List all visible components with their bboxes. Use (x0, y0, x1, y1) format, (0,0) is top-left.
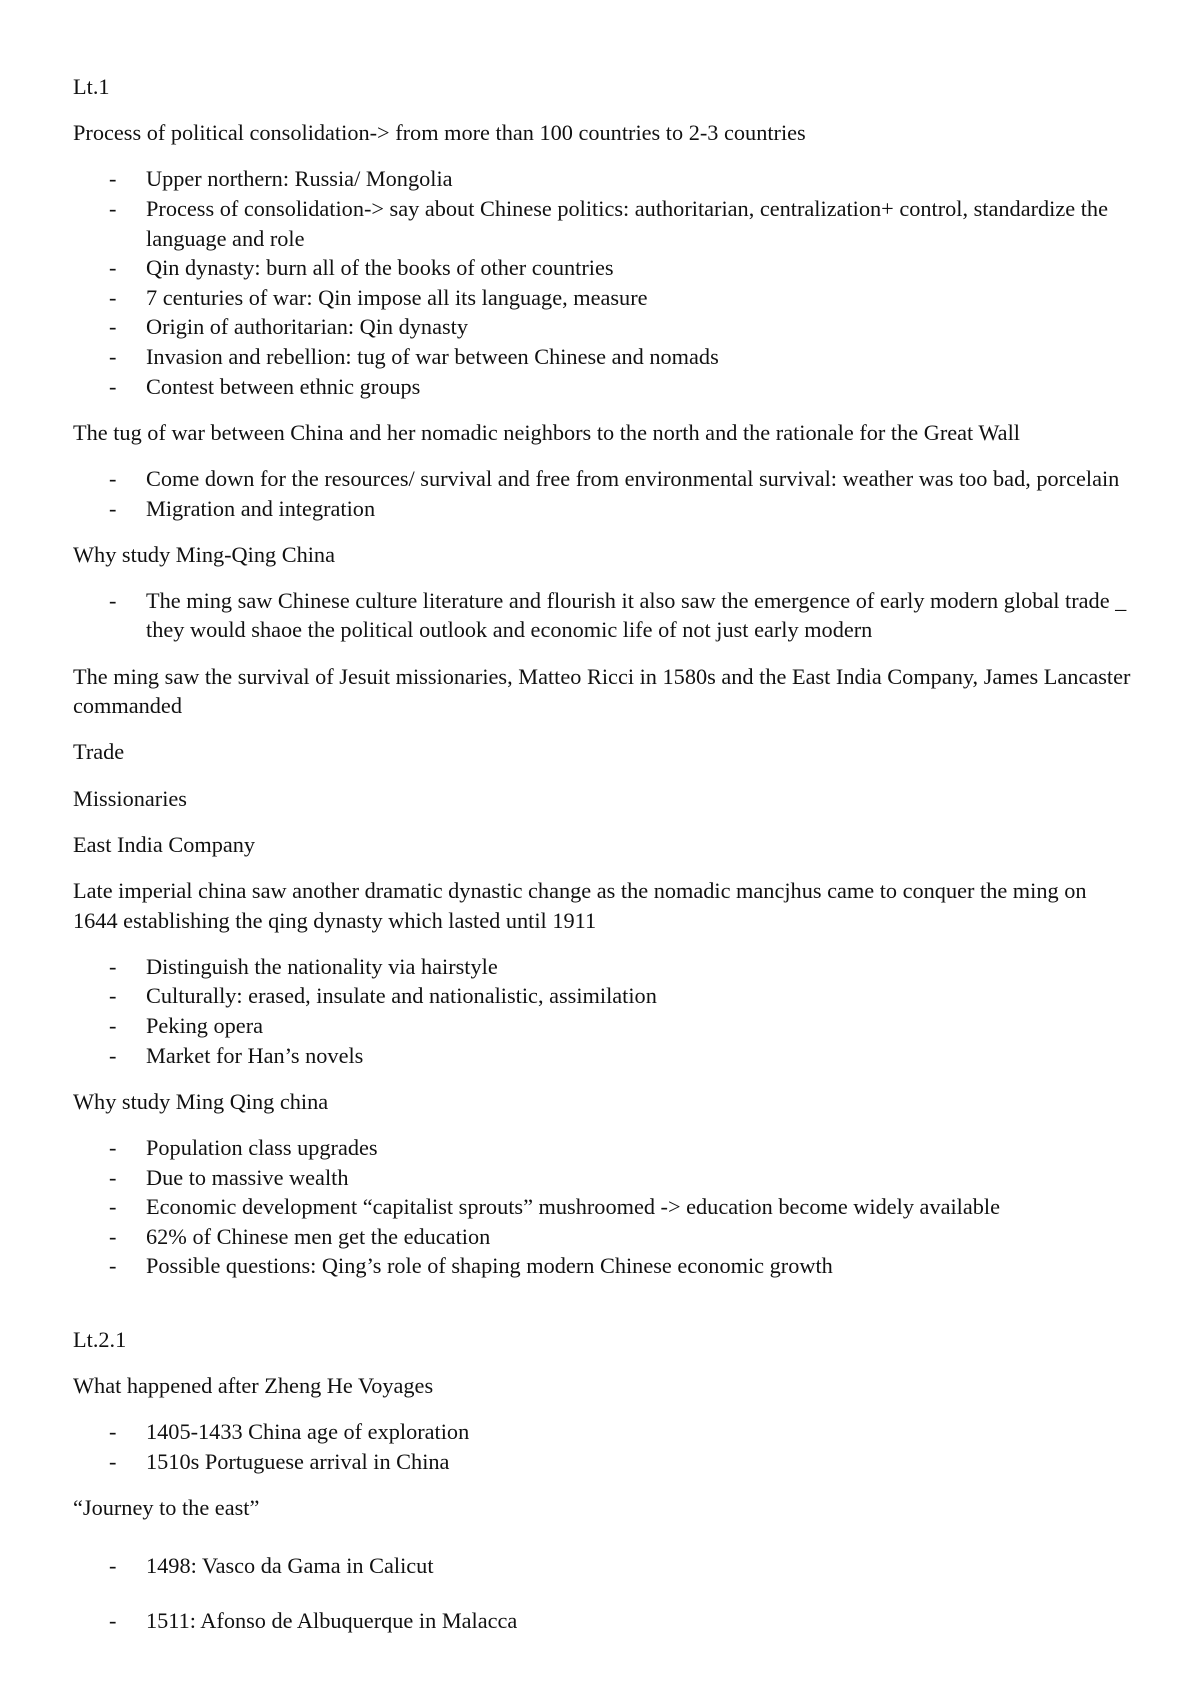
list-item (73, 1417, 1200, 1447)
bullet-list (73, 1133, 1200, 1281)
list-item-text: Contest between ethnic groups (146, 373, 421, 399)
bullet-dash: - (109, 255, 117, 281)
list-item-text: Market for Han’s novels (146, 1042, 364, 1068)
list-item (73, 494, 1200, 524)
list-item-text: Invasion and rebellion: tug of war between Chinese and nomads (146, 343, 719, 369)
list-item (73, 372, 1200, 402)
bullet-list (73, 164, 1200, 401)
bullet-dash: - (109, 166, 117, 192)
paragraph-line: The ming saw the survival of Jesuit missionaries, Matteo Ricci in 1580s and the East India Company, James Lancaster (73, 663, 1131, 689)
bullet-list (73, 952, 1200, 1070)
bullet-dash: - (109, 1419, 117, 1445)
paragraph (73, 662, 1200, 721)
list-item (73, 1133, 1200, 1163)
lecture-heading: Lt.2.1 (73, 1326, 127, 1352)
list-item (73, 164, 1200, 194)
list-item-text: 1510s Portuguese arrival in China (146, 1448, 450, 1474)
list-item (73, 342, 1200, 372)
list-item-text: Economic development “capitalist sprouts” mushroomed -> education become widely available (146, 1194, 1001, 1220)
list-item (73, 981, 1200, 1011)
list-item (73, 1447, 1200, 1477)
list-item-text: 7 centuries of war: Qin impose all its language, measure (146, 284, 648, 310)
bullet-dash: - (109, 587, 117, 613)
list-item-text: Qin dynasty: burn all of the books of other countries (146, 255, 614, 281)
bullet-list (73, 1417, 1200, 1476)
bullet-dash: - (109, 314, 117, 340)
list-item-text: Upper northern: Russia/ Mongolia (146, 166, 453, 192)
bullet-dash: - (109, 1223, 117, 1249)
section-title: Why study Ming Qing china (73, 1088, 329, 1114)
bullet-list (73, 1551, 1200, 1635)
list-item (73, 1222, 1200, 1252)
bullet-dash: - (109, 1134, 117, 1160)
list-item-text-line: language and role (146, 225, 305, 251)
bullet-list (73, 586, 1200, 645)
list-item-text: Culturally: erased, insulate and nationalistic, assimilation (146, 983, 657, 1009)
bullet-dash: - (109, 343, 117, 369)
bullet-dash: - (109, 983, 117, 1009)
list-item-text: Possible questions: Qing’s role of shaping modern Chinese economic growth (146, 1253, 833, 1279)
list-item (73, 194, 1200, 253)
list-item-text-line: Process of consolidation-> say about Chinese politics: authoritarian, centralization+ control, standardize the (146, 195, 1108, 221)
lecture-heading: Lt.1 (73, 74, 110, 99)
bullet-dash: - (109, 1607, 117, 1633)
list-item (73, 1251, 1200, 1281)
section-title-line: Late imperial china saw another dramatic dynastic change as the nomadic mancjhus came to conquer the ming on (73, 878, 1087, 903)
list-item (73, 464, 1200, 494)
list-item-text-line: The ming saw Chinese culture literature and flourish it also saw the emergence of early modern global trade _ (146, 587, 1127, 613)
bullet-list (73, 464, 1200, 523)
list-item-text: Migration and integration (146, 495, 376, 521)
section-title: The tug of war between China and her nomadic neighbors to the north and the rationale for the Great Wall (73, 419, 1020, 445)
topic-label: Trade (73, 739, 125, 765)
list-item (73, 312, 1200, 342)
bullet-dash: - (109, 1042, 117, 1068)
bullet-dash: - (109, 1194, 117, 1220)
list-item (73, 1192, 1200, 1222)
list-item (73, 952, 1200, 982)
list-item-text: Peking opera (146, 1012, 264, 1038)
bullet-dash: - (109, 1164, 117, 1190)
topic-label: East India Company (73, 831, 256, 857)
bullet-dash: - (109, 1448, 117, 1474)
list-item (73, 253, 1200, 283)
section-title: What happened after Zheng He Voyages (73, 1373, 434, 1399)
list-item-text-line: they would shaoe the political outlook and economic life of not just early modern (146, 617, 873, 643)
list-item (73, 1041, 1200, 1071)
list-item-text: Due to massive wealth (146, 1164, 349, 1190)
list-item (73, 1606, 1200, 1636)
list-item (73, 283, 1200, 313)
bullet-dash: - (109, 195, 117, 221)
list-item-text: 1498: Vasco da Gama in Calicut (146, 1553, 434, 1579)
bullet-dash: - (109, 1012, 117, 1038)
section-title (73, 876, 1200, 935)
bullet-dash: - (109, 373, 117, 399)
section-title: Why study Ming-Qing China (73, 541, 335, 567)
bullet-dash: - (109, 1253, 117, 1279)
list-item-text: 1511: Afonso de Albuquerque in Malacca (146, 1607, 518, 1633)
list-item (73, 586, 1200, 645)
list-item-text: Population class upgrades (146, 1134, 378, 1160)
bullet-dash: - (109, 495, 117, 521)
topic-label: Missionaries (73, 785, 187, 811)
list-item-text: Origin of authoritarian: Qin dynasty (146, 314, 468, 340)
section-title-line: 1644 establishing the qing dynasty which lasted until 1911 (73, 907, 597, 933)
list-item (73, 1011, 1200, 1041)
list-item (73, 1163, 1200, 1193)
list-item-text: Distinguish the nationality via hairstyle (146, 953, 498, 979)
list-item (73, 1551, 1200, 1581)
list-item-text: Come down for the resources/ survival and free from environmental survival: weather was too bad, porcelain (146, 465, 1120, 491)
bullet-dash: - (109, 1553, 117, 1579)
section-title: Process of political consolidation-> from more than 100 countries to 2-3 countries (73, 120, 806, 146)
section-title: “Journey to the east” (73, 1495, 260, 1521)
paragraph-line: commanded (73, 693, 182, 719)
list-item-text: 1405-1433 China age of exploration (146, 1419, 470, 1445)
list-item-text: 62% of Chinese men get the education (146, 1223, 491, 1249)
bullet-dash: - (109, 953, 117, 979)
bullet-dash: - (109, 284, 117, 310)
bullet-dash: - (109, 465, 117, 491)
